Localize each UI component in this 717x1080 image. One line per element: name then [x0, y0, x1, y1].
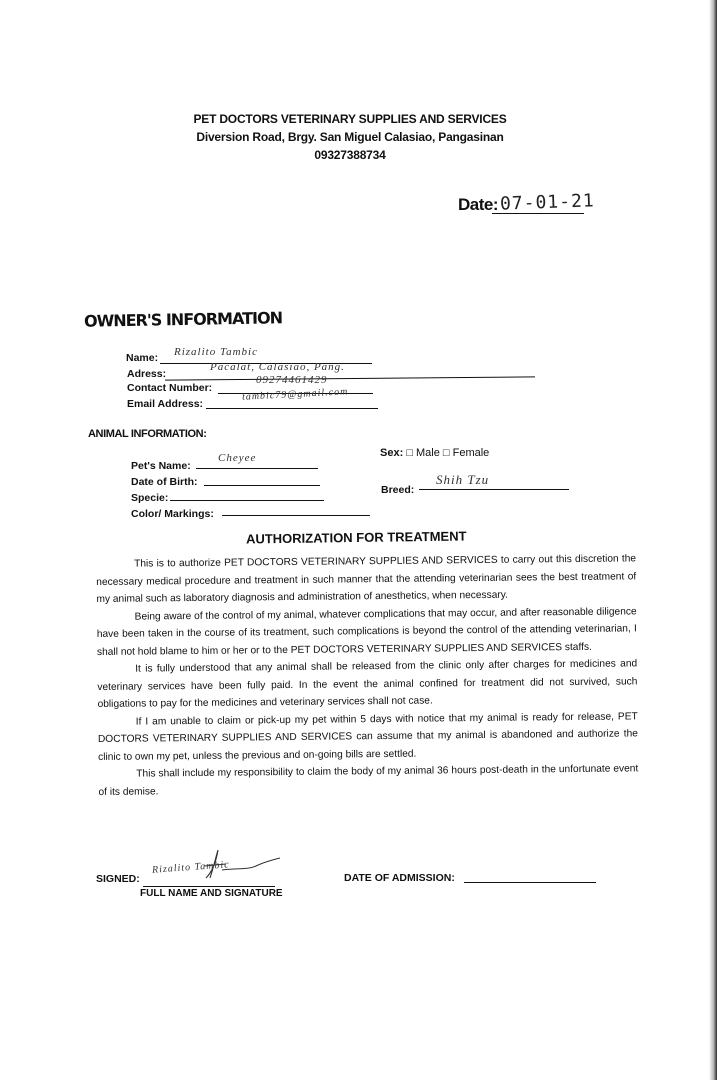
color-markings-line: [222, 515, 370, 516]
pet-name-label: Pet's Name:: [131, 460, 191, 472]
owner-email-line: [206, 408, 378, 409]
specie-line: [170, 500, 324, 501]
sex-female-checkbox[interactable]: □ Female: [442, 447, 490, 459]
signature-line: [143, 886, 275, 887]
scan-edge-shadow: [709, 0, 717, 1080]
date-label: Date:: [458, 195, 499, 214]
sex-label: Sex:: [380, 447, 404, 459]
breed-line: [419, 489, 569, 490]
pet-name-value: Cheyee: [218, 452, 257, 464]
authorization-paragraph: Being aware of the control of my animal, whatever complications that may occur, and after reasonable diligence have been taken in the course of its treatment, such complications is beyond the control of the attending veterinarian, I shall not hold blame to him or her or to the PET DOCTORS VETERINARY SUPPLIES AND SERVICES staffs.: [96, 605, 637, 658]
authorization-paragraph: It is fully understood that any animal shall be released from the clinic only after charges for medicines and veterinary services have been fully paid. In the event the animal confined for treatment did not survived, such obligations to pay for the medicines and veterinary services shall not case.: [97, 658, 638, 710]
color-markings-label: Color/ Markings:: [131, 508, 214, 520]
owner-name-label: Name:: [126, 352, 159, 364]
signature-name-value: Rizalito Tambic: [151, 859, 230, 876]
authorization-paragraph: If I am unable to claim or pick-up my pet within 5 days with notice that my animal is ready for release, PET DOCTORS VETERINARY SUPPLIES AND SERVICES can assume that my animal is abandoned and authorize the clinic to own my pet, unless the previous and on-going bills are settled.: [97, 710, 638, 763]
owner-name-value: Rizalito Tambic: [174, 346, 258, 358]
sex-male-checkbox[interactable]: □ Male: [406, 447, 440, 459]
specie-label: Specie:: [131, 492, 169, 504]
owner-contact-value: 09274461429: [256, 374, 328, 386]
authorization-paragraph: This is to authorize PET DOCTORS VETERINARY SUPPLIES AND SERVICES to carry out this discretion the necessary medical procedure and treatment in such manner that the attending veterinarian sees the best treatment of my animal such as laboratory diagnosis and administration of anesthetics, when necessary.: [96, 553, 637, 605]
owner-address-line: [165, 376, 535, 380]
clinic-address: Diversion Road, Brgy. San Miguel Calasiao, Pangasinan: [196, 130, 504, 144]
clinic-phone: 09327388734: [314, 148, 386, 162]
authorization-title: AUTHORIZATION FOR TREATMENT: [245, 528, 467, 547]
owner-address-value: Pacalat, Calasiao, Pang.: [210, 361, 345, 373]
dob-line: [204, 485, 320, 486]
animal-section-title: ANIMAL INFORMATION:: [88, 428, 207, 440]
full-name-signature-caption: FULL NAME AND SIGNATURE: [140, 888, 283, 899]
clinic-name: PET DOCTORS VETERINARY SUPPLIES AND SERVICES: [193, 112, 507, 126]
owner-address-label: Adress:: [127, 368, 167, 380]
authorization-body: [96, 550, 639, 801]
breed-value: Shih Tzu: [436, 472, 490, 487]
date-value: 07-01-21: [499, 190, 596, 215]
signed-label: SIGNED:: [96, 873, 140, 885]
signature-scribble: [196, 848, 282, 884]
owner-section-title: OWNER'S INFORMATION: [83, 308, 283, 331]
owner-email-value: tambic79@gmail.com: [241, 386, 349, 403]
pet-name-line: [196, 468, 318, 469]
dob-label: Date of Birth:: [131, 476, 198, 488]
sex-field: [380, 447, 489, 459]
breed-label: Breed:: [381, 484, 415, 496]
owner-email-label: Email Address:: [127, 398, 204, 410]
date-of-admission-line: [464, 882, 596, 883]
authorization-paragraph: This shall include my responsibility to claim the body of my animal 36 hours post-death in the unfortunate event of its demise.: [98, 763, 639, 798]
date-of-admission-label: DATE OF ADMISSION:: [344, 872, 455, 884]
owner-contact-label: Contact Number:: [127, 382, 213, 394]
